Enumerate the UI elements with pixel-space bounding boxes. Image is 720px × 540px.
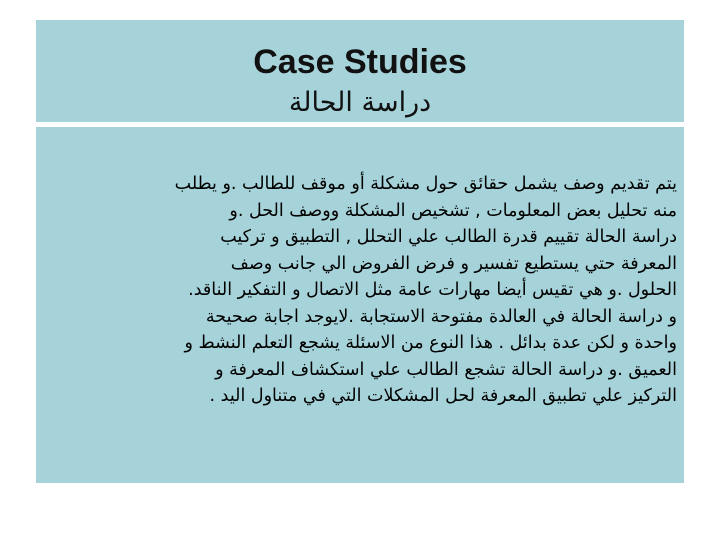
slide-title-english: Case Studies	[253, 43, 467, 81]
body-line: دراسة الحالة تقييم قدرة الطالب علي التحلل , التطبيق و تركيب	[220, 227, 677, 247]
title-panel	[36, 20, 684, 122]
body-line: العميق .و دراسة الحالة تشجع الطالب علي استكشاف المعرفة و	[215, 359, 677, 380]
body-line: التركيز علي تطبيق المعرفة لحل المشكلات التي في متناول اليد .	[209, 386, 677, 406]
slide-title-arabic: دراسة الحالة	[288, 87, 432, 118]
body-line: واحدة و لكن عدة بدائل . هذا النوع من الاسئلة يشجع التعلم النشط و	[184, 333, 677, 353]
body-line: الحلول .و هي تقيس أيضا مهارات عامة مثل الاتصال و التفكير الناقد.	[188, 280, 677, 300]
body-line: منه تحليل بعض المعلومات , تشخيص المشكلة ووصف الحل .و	[229, 200, 677, 221]
content-panel	[36, 127, 684, 483]
body-line: و دراسة الحالة في العالدة مفتوحة الاستجابة .لايوجد اجابة صحيحة	[205, 306, 677, 327]
body-line: المعرفة حتي يستطيع تفسير و فرض الفروض الي جانب وصف	[230, 253, 677, 274]
body-paragraph	[36, 171, 677, 410]
body-line: يتم تقديم وصف يشمل حقائق حول مشكلة أو موقف للطالب .و يطلب	[174, 174, 677, 194]
